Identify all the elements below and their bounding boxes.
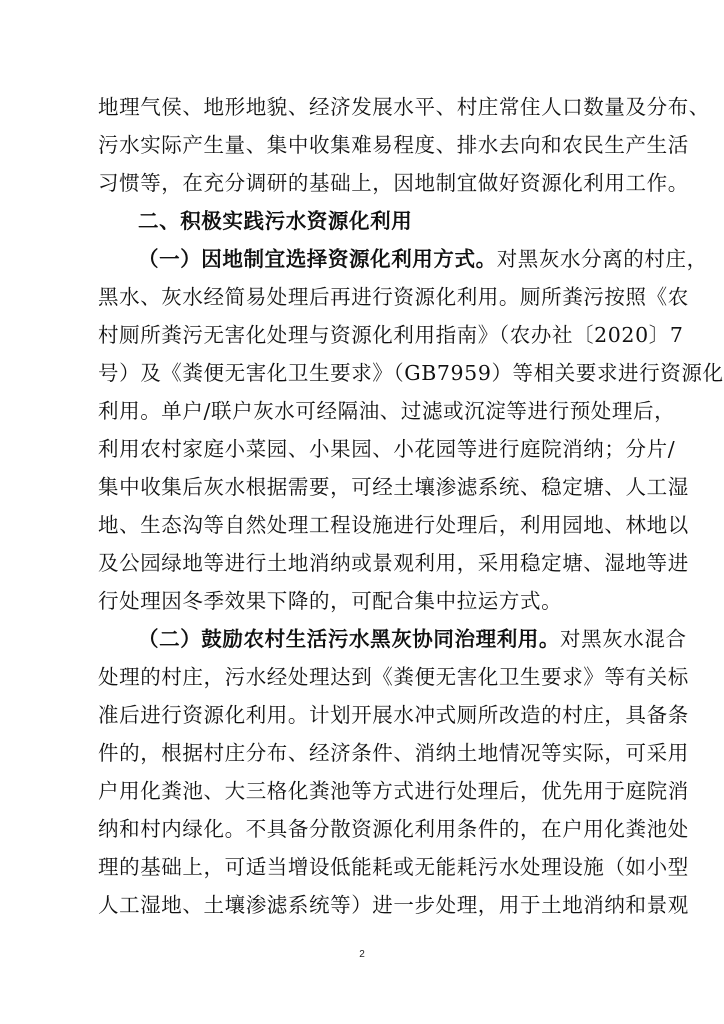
page-number: 2 bbox=[359, 949, 365, 960]
paragraph-line: 及公园绿地等进行土地消纳或景观利用，采用稳定塘、湿地等进 bbox=[98, 551, 689, 575]
paragraph-line: 纳和村内绿化。不具备分散资源化利用条件的，在户用化粪池处 bbox=[98, 817, 689, 841]
paragraph-line: 集中收集后灰水根据需要，可经土壤渗滤系统、稳定塘、人工湿 bbox=[98, 475, 689, 499]
paragraph-line: 户用化粪池、大三格化粪池等方式进行处理后，优先用于庭院消 bbox=[98, 779, 689, 803]
paragraph-line: 污水实际产生量、集中收集难易程度、排水去向和农民生产生活 bbox=[98, 133, 689, 157]
section-heading: 二、积极实践污水资源化利用 bbox=[138, 209, 413, 233]
paragraph-line: 地理气侯、地形地貌、经济发展水平、村庄常住人口数量及分布、 bbox=[98, 95, 710, 119]
paragraph-line: 件的，根据村庄分布、经济条件、消纳土地情况等实际，可采用 bbox=[98, 741, 689, 765]
subheading-lead: （一）因地制宜选择资源化利用方式。 bbox=[138, 247, 497, 271]
paragraph-line: 准后进行资源化利用。计划开展水冲式厕所改造的村庄，具备条 bbox=[98, 703, 689, 727]
paragraph-text: 对黑灰水分离的村庄， bbox=[496, 247, 708, 271]
paragraph-line: 号）及《粪便无害化卫生要求》（GB7959）等相关要求进行资源化 bbox=[98, 361, 724, 385]
paragraph-line: 行处理因冬季效果下降的，可配合集中拉运方式。 bbox=[98, 589, 563, 613]
subheading-lead: （二）鼓励农村生活污水黑灰协同治理利用。 bbox=[138, 627, 560, 651]
paragraph-line bbox=[138, 622, 687, 656]
paragraph-line: 利用。单户/联户灰水可经隔油、过滤或沉淀等进行预处理后， bbox=[98, 399, 676, 423]
paragraph-line bbox=[138, 242, 708, 276]
paragraph-line: 利用农村家庭小菜园、小果园、小花园等进行庭院消纳；分片/ bbox=[98, 437, 676, 461]
paragraph-line: 人工湿地、土壤渗滤系统等）进一步处理，用于土地消纳和景观 bbox=[98, 893, 689, 917]
paragraph-line: 地、生态沟等自然处理工程设施进行处理后，利用园地、林地以 bbox=[98, 513, 689, 537]
paragraph-line: 处理的村庄，污水经处理达到《粪便无害化卫生要求》等有关标 bbox=[98, 665, 689, 689]
paragraph-line: 村厕所粪污无害化处理与资源化利用指南》（农办社〔2020〕7 bbox=[98, 323, 684, 347]
paragraph-line: 黑水、灰水经简易处理后再进行资源化利用。厕所粪污按照《农 bbox=[98, 285, 689, 309]
paragraph-line: 习惯等，在充分调研的基础上，因地制宜做好资源化利用工作。 bbox=[98, 171, 689, 195]
paragraph-text: 对黑灰水混合 bbox=[560, 627, 687, 651]
paragraph-line: 理的基础上，可适当增设低能耗或无能耗污水处理设施（如小型 bbox=[98, 855, 689, 879]
